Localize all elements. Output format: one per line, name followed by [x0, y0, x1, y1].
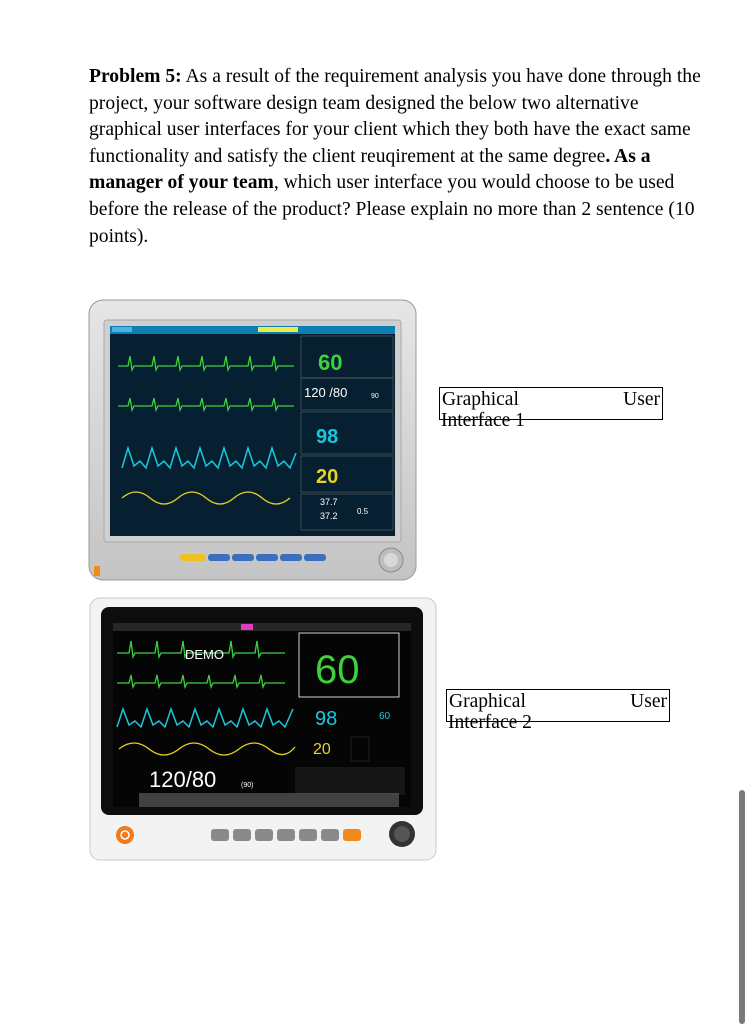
resp-value-2: 20	[313, 741, 331, 758]
hr-value-2: 60	[315, 648, 360, 692]
problem-emphasis: . As a manager of your team	[89, 145, 651, 194]
dtemp-value-1: 0.5	[357, 507, 369, 516]
caption-line2: Interface 2	[448, 712, 532, 733]
nibp-value-2: 120/80	[149, 767, 217, 792]
caption-word-graphical: Graphical	[449, 691, 526, 712]
spo2-value-2: 98	[315, 708, 338, 730]
caption-interface-2	[446, 689, 670, 733]
vertical-scrollbar[interactable]	[739, 790, 745, 1024]
demo-label-2: DEMO	[185, 647, 224, 662]
caption-word-graphical: Graphical	[442, 389, 519, 410]
spo2-value-1: 98	[316, 426, 339, 448]
monitor-image-2	[89, 597, 437, 861]
caption-line2: Interface 1	[441, 410, 525, 431]
pr-value-2: 60	[379, 711, 391, 722]
caption-word-user: User	[630, 691, 667, 712]
temp2-value-1: 37.2	[320, 511, 338, 521]
problem-label: Problem 5:	[89, 66, 182, 87]
caption-word-user: User	[623, 389, 660, 410]
problem-text: As a result of the requirement analysis you have done through the project, your software design team designed the below two alternative graphical user interfaces for your client which they both have the exact same functionality and satisfy the client reuqirement at the same degree	[89, 66, 701, 167]
temp1-value-1: 37.7	[320, 497, 338, 507]
caption-interface-1	[439, 387, 663, 431]
map-value-1: 90	[371, 393, 379, 400]
monitor-image-1	[88, 298, 418, 583]
nibp-value-1: 120 /80	[304, 385, 348, 400]
resp-value-1: 20	[316, 466, 339, 488]
problem-text-end: , which user interface you would choose to be used before the release of the product? Please explain no more than 2 sentence (10 points).	[89, 172, 695, 247]
hr-value-1: 60	[318, 350, 343, 375]
map-value-2: (90)	[241, 782, 254, 789]
problem-statement	[89, 64, 704, 250]
